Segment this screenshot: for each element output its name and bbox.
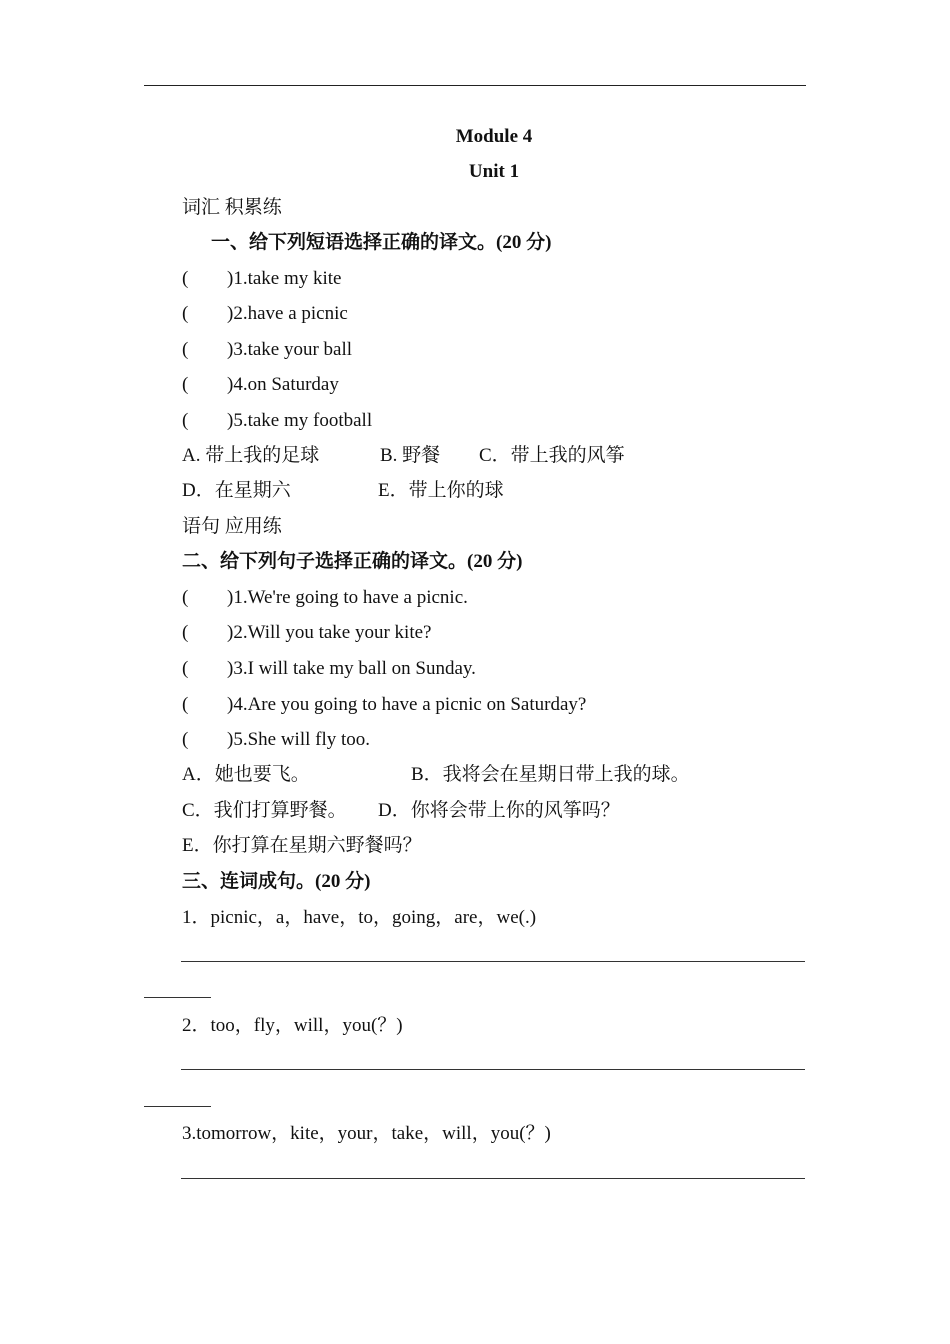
sentence-item-text: )5.She will fly too.: [227, 729, 371, 750]
order-section-title: 三、连词成句。(20 分): [182, 871, 371, 892]
order-item: 3.tomorrow，kite，your，take，will，you(？): [182, 1123, 551, 1144]
sentence-option-a: A．她也要飞。: [182, 764, 310, 785]
answer-paren[interactable]: (: [182, 694, 189, 715]
order-item: 1．picnic，a，have，to，going，are，we(.): [182, 907, 537, 928]
sentence-item-text: )4.Are you going to have a picnic on Saturday?: [227, 694, 587, 715]
answer-paren[interactable]: (: [182, 303, 189, 324]
answer-line[interactable]: [181, 1178, 805, 1179]
vocab-category: 词汇 积累练: [182, 197, 282, 218]
sentence-section-title: 二、给下列句子选择正确的译文。(20 分): [182, 551, 523, 572]
answer-paren[interactable]: (: [182, 339, 189, 360]
sentence-item: [182, 621, 431, 645]
answer-line[interactable]: [181, 961, 805, 962]
sentence-item-text: )3.I will take my ball on Sunday.: [227, 658, 476, 679]
vocab-item-text: )2.have a picnic: [227, 303, 348, 324]
sentence-option-c: C．我们打算野餐。: [182, 800, 347, 821]
sentence-item: [182, 728, 370, 752]
sentence-item: [182, 657, 476, 681]
sentence-option-b: B．我将会在星期日带上我的球。: [411, 764, 690, 785]
vocab-item: [182, 302, 348, 326]
vocab-section-title: 一、给下列短语选择正确的译文。(20 分): [211, 232, 552, 253]
vocab-item: [182, 267, 342, 291]
vocab-item-text: )4.on Saturday: [227, 374, 339, 395]
sentence-item-text: )2.Will you take your kite?: [227, 622, 432, 643]
answer-paren[interactable]: (: [182, 658, 189, 679]
sentence-item: [182, 693, 586, 717]
vocab-option-a: A. 带上我的足球: [182, 445, 320, 466]
sentence-item-text: )1.We're going to have a picnic.: [227, 587, 468, 608]
vocab-option-b: B. 野餐: [380, 445, 441, 466]
sentence-option-e: E．你打算在星期六野餐吗？: [182, 835, 422, 856]
vocab-option-e: E．带上你的球: [378, 480, 504, 501]
sentence-item: [182, 586, 468, 610]
unit-title: Unit 1: [468, 161, 520, 182]
vocab-item-text: )5.take my football: [227, 410, 373, 431]
answer-paren[interactable]: (: [182, 729, 189, 750]
answer-line-tail[interactable]: [144, 1106, 211, 1107]
answer-line[interactable]: [181, 1069, 805, 1070]
answer-paren[interactable]: (: [182, 410, 189, 431]
vocab-item: [182, 373, 339, 397]
sentence-category: 语句 应用练: [182, 516, 282, 537]
vocab-option-d: D．在星期六: [182, 480, 291, 501]
vocab-item-text: )3.take your ball: [227, 339, 353, 360]
vocab-item: [182, 338, 352, 362]
answer-paren[interactable]: (: [182, 587, 189, 608]
vocab-item: [182, 409, 372, 433]
header-rule: [144, 85, 806, 86]
answer-paren[interactable]: (: [182, 374, 189, 395]
order-item: 2．too，fly，will，you(？): [182, 1015, 403, 1036]
answer-line-tail[interactable]: [144, 997, 211, 998]
answer-paren[interactable]: (: [182, 622, 189, 643]
vocab-option-c: C．带上我的风筝: [479, 445, 625, 466]
module-title: Module 4: [455, 126, 533, 147]
vocab-item-text: )1.take my kite: [227, 268, 342, 289]
sentence-option-d: D．你将会带上你的风筝吗？: [378, 800, 620, 821]
answer-paren[interactable]: (: [182, 268, 189, 289]
